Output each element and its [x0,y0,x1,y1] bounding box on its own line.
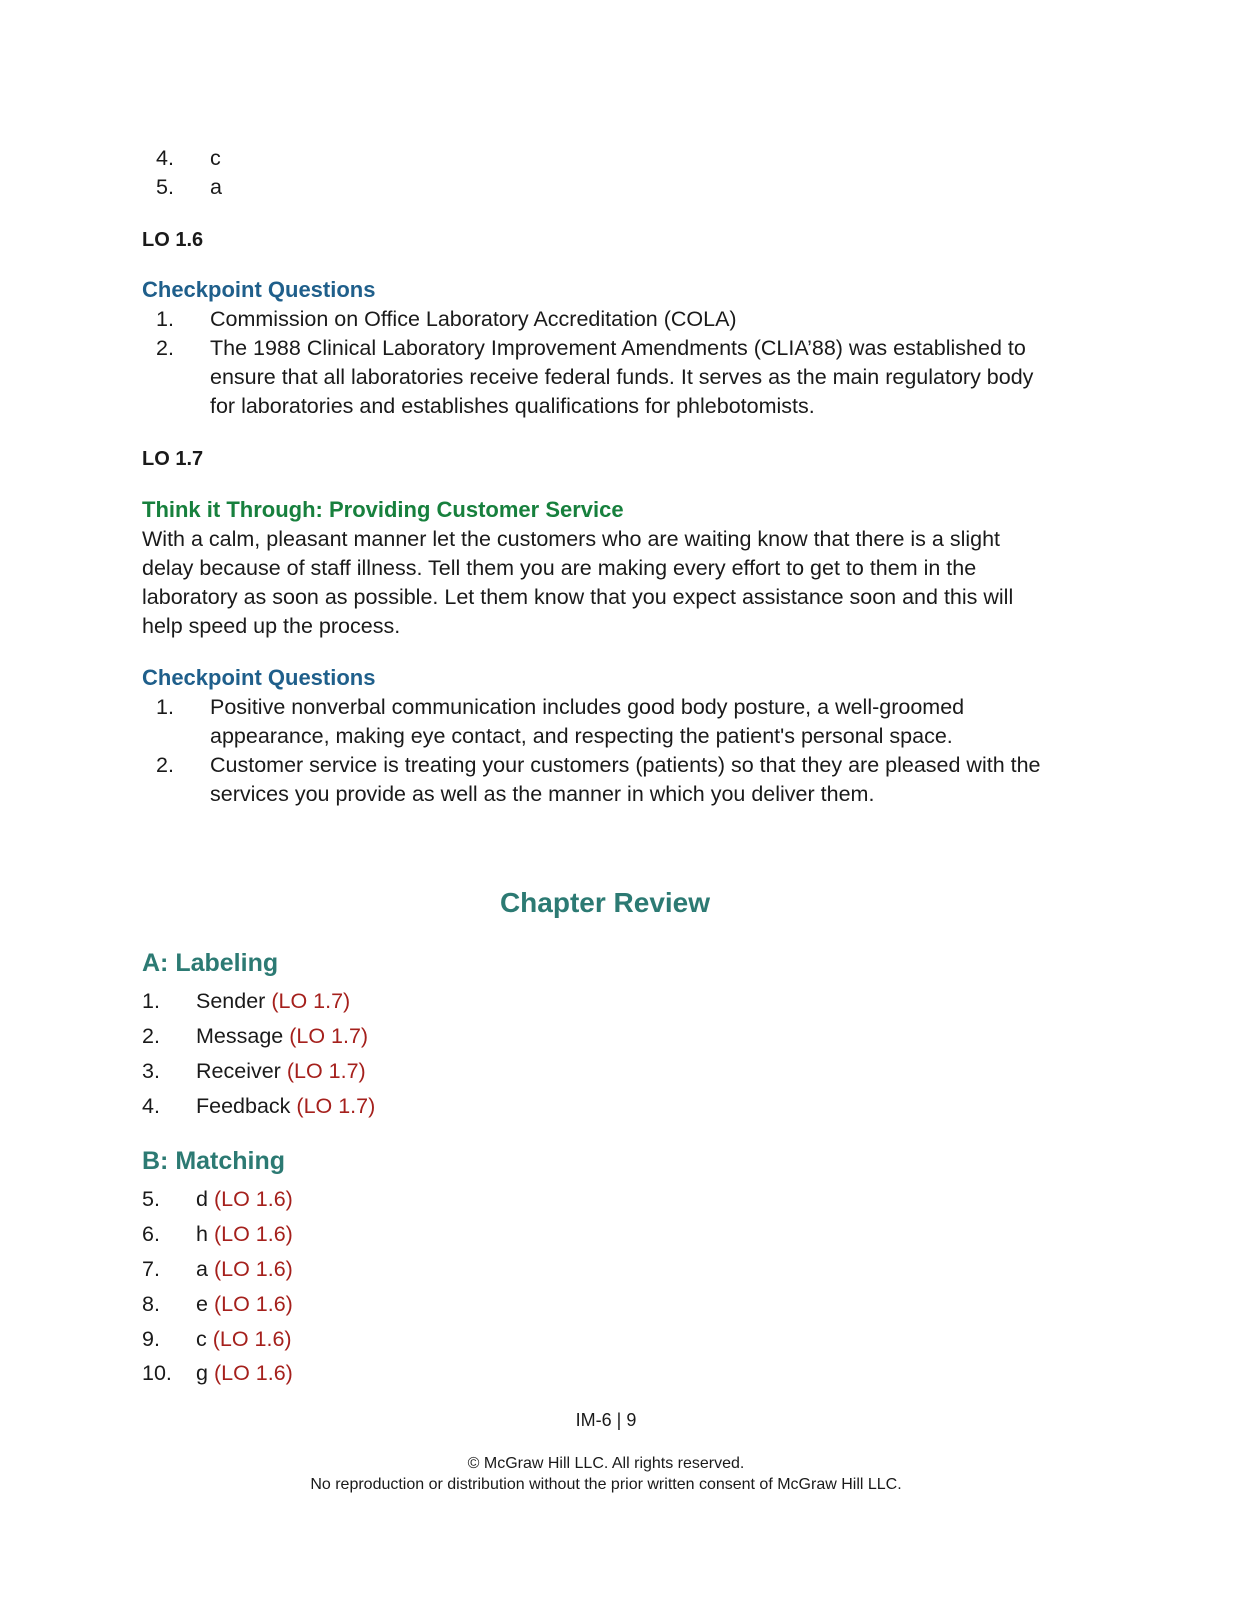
review-answer [196,1185,293,1214]
checkpoint-answer: Positive nonverbal communication includes good body posture, a well-groomed appearance, making eye contact, and respecting the patient's personal space. [210,695,965,748]
answer-text: d [196,1187,208,1211]
copyright-line: © McGraw Hill LLC. All rights reserved. [467,1455,745,1472]
answer-text: Sender [196,989,266,1013]
chapter-review-title: Chapter Review [499,887,711,918]
lo-reference: (LO 1.6) [213,1257,293,1281]
think-it-through-text: With a calm, pleasant manner let the customers who are waiting know that there is a slight delay because of staff illness. Tell them you are making every effort to get to them in the laboratory as soon as possible. Let them know that you expect assistance soon and this will help speed up the process. [142,527,1014,638]
review-answer [196,1022,368,1051]
reproduction-notice: No reproduction or distribution without the prior written consent of McGraw Hill LLC. [310,1476,902,1493]
page-number: IM-6 | 9 [575,1410,637,1430]
answer-item [156,144,174,173]
review-answer [196,1092,375,1121]
review-answer [196,987,350,1016]
lo-reference: (LO 1.7) [296,1094,376,1118]
checkpoint-number: 2. [156,753,174,777]
item-number: 5. [156,175,174,199]
answer-text: h [196,1222,208,1246]
review-number: 7. [142,1257,160,1281]
lo-reference: (LO 1.6) [213,1187,293,1211]
answer-text: Feedback [196,1094,291,1118]
review-answer [196,1359,293,1388]
think-it-through-heading: Think it Through: Providing Customer Service [142,497,624,522]
lo-reference: (LO 1.6) [213,1292,293,1316]
lo-heading: LO 1.7 [142,448,204,470]
lo-reference: (LO 1.7) [286,1059,366,1083]
lo-heading: LO 1.6 [142,229,204,251]
checkpoint-answer: The 1988 Clinical Laboratory Improvement Amendments (CLIA’88) was established to ensure that all laboratories receive federal funds. It serves as the main regulatory body for laboratories and establishes qualifications for phlebotomists. [210,336,1034,418]
checkpoint-answer: Commission on Office Laboratory Accreditation (COLA) [210,307,737,331]
review-number: 5. [142,1187,160,1211]
lo-reference: (LO 1.6) [213,1222,293,1246]
review-number: 9. [142,1327,160,1351]
answer-item [156,173,174,202]
review-number: 8. [142,1292,160,1316]
answer-text: Receiver [196,1059,281,1083]
lo-reference: (LO 1.6) [212,1327,292,1351]
checkpoint-number: 1. [156,695,174,719]
checkpoint-number: 2. [156,336,174,360]
review-answer [196,1255,293,1284]
review-number: 4. [142,1094,160,1118]
review-answer [196,1057,366,1086]
answer-text: Message [196,1024,284,1048]
checkpoint-number: 1. [156,307,174,331]
review-answer [196,1325,292,1354]
checkpoint-heading: Checkpoint Questions [142,277,376,302]
checkpoint-heading: Checkpoint Questions [142,665,376,690]
review-number: 6. [142,1222,160,1246]
lo-reference: (LO 1.7) [289,1024,369,1048]
matching-heading: B: Matching [142,1147,286,1175]
answer-text: e [196,1292,208,1316]
review-answer [196,1220,293,1249]
answer-text: c [196,1327,207,1351]
lo-reference: (LO 1.7) [271,989,351,1013]
lo-reference: (LO 1.6) [213,1361,293,1385]
answer-text: g [196,1361,208,1385]
item-number: 4. [156,146,174,170]
answer-text: c [210,146,221,170]
labeling-heading: A: Labeling [142,949,279,977]
review-number: 10. [142,1361,172,1385]
answer-text: a [196,1257,208,1281]
review-number: 1. [142,989,160,1013]
answer-text: a [210,175,222,199]
review-number: 3. [142,1059,160,1083]
review-number: 2. [142,1024,160,1048]
review-answer [196,1290,293,1319]
checkpoint-answer: Customer service is treating your customers (patients) so that they are pleased with the services you provide as well as the manner in which you deliver them. [210,753,1041,806]
